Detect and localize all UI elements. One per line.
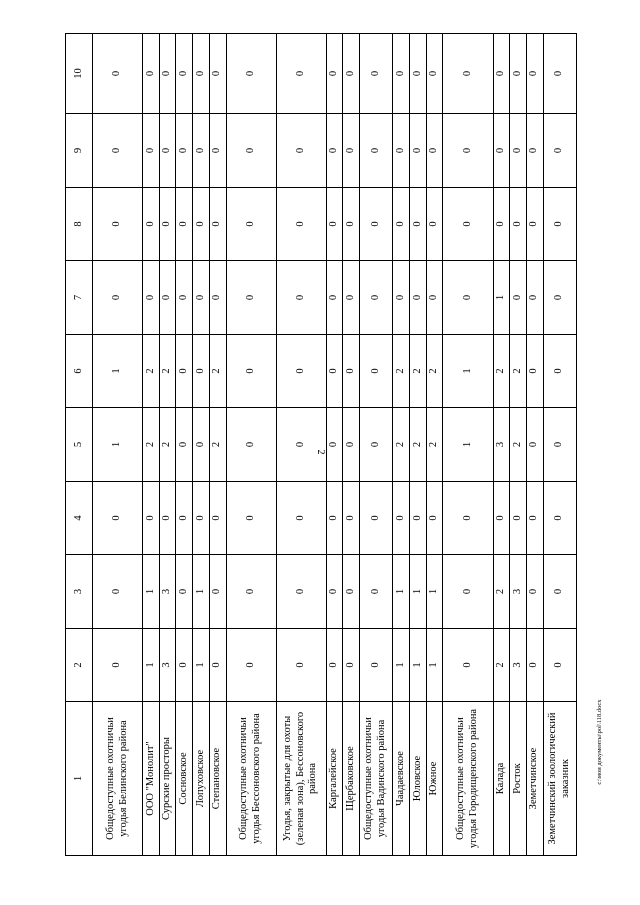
table-cell: 1	[93, 408, 143, 482]
table-cell: 0	[226, 261, 276, 335]
table-cell: 0	[226, 482, 276, 555]
table-row	[93, 34, 143, 856]
table-cell: 0	[276, 114, 326, 188]
table-cell: 0	[143, 261, 160, 335]
table-cell: 0	[543, 114, 576, 188]
table-cell: 0	[326, 335, 343, 408]
table-cell: 0	[143, 188, 160, 261]
table-cell: 0	[343, 34, 360, 114]
table-cell: 0	[276, 629, 326, 702]
table-cell: 0	[276, 555, 326, 629]
data-table-rotated	[65, 34, 575, 856]
table-cell: 0	[510, 261, 527, 335]
table-cell: 0	[443, 555, 493, 629]
table-cell: 0	[360, 555, 393, 629]
table-cell: 2	[143, 408, 160, 482]
table-cell: 0	[526, 335, 543, 408]
footer-file-path: c:\мои документы\pol\118.docx	[596, 699, 603, 785]
table-cell: 0	[193, 114, 210, 188]
table-cell: 1	[143, 629, 160, 702]
table-cell: 0	[526, 261, 543, 335]
row-name: Росток	[510, 702, 527, 856]
row-name: Угодья, закрытые для охоты (зеленая зона), Бессоновского района	[276, 702, 326, 856]
table-cell: 0	[360, 261, 393, 335]
table-cell: 0	[209, 34, 226, 114]
table-cell: 0	[176, 114, 193, 188]
table-cell: 0	[443, 629, 493, 702]
table-cell: 0	[426, 261, 443, 335]
table-row	[226, 34, 276, 856]
table-cell: 1	[193, 555, 210, 629]
table-cell: 0	[93, 34, 143, 114]
table-cell: 0	[543, 408, 576, 482]
table-cell: 1	[426, 555, 443, 629]
table-cell: 0	[493, 188, 510, 261]
table-cell: 2	[209, 335, 226, 408]
table-cell: 0	[526, 555, 543, 629]
table-cell: 0	[159, 34, 176, 114]
table-cell: 0	[343, 114, 360, 188]
table-cell: 0	[326, 408, 343, 482]
table-cell: 0	[393, 114, 410, 188]
table-cell: 0	[226, 629, 276, 702]
data-table	[65, 33, 577, 856]
table-cell: 0	[209, 555, 226, 629]
table-cell: 0	[526, 629, 543, 702]
table-cell: 0	[526, 114, 543, 188]
table-cell: 0	[326, 555, 343, 629]
table-cell: 0	[276, 335, 326, 408]
table-cell: 0	[343, 335, 360, 408]
page-number: 2	[315, 449, 326, 455]
table-cell: 0	[93, 482, 143, 555]
table-cell: 0	[159, 261, 176, 335]
table-cell: 0	[276, 482, 326, 555]
table-cell: 1	[493, 261, 510, 335]
table-cell: 1	[393, 555, 410, 629]
table-cell: 0	[410, 261, 427, 335]
table-cell: 0	[226, 188, 276, 261]
column-header-5: 5	[66, 408, 93, 482]
table-cell: 0	[360, 34, 393, 114]
table-cell: 0	[526, 188, 543, 261]
table-cell: 0	[276, 408, 326, 482]
table-cell: 0	[193, 261, 210, 335]
table-cell: 0	[176, 629, 193, 702]
table-cell: 2	[410, 335, 427, 408]
table-cell: 0	[176, 261, 193, 335]
table-cell: 0	[176, 34, 193, 114]
column-header-6: 6	[66, 335, 93, 408]
row-name: Земетчинский зоологический заказник	[543, 702, 576, 856]
table-cell: 0	[93, 629, 143, 702]
table-cell: 0	[93, 261, 143, 335]
table-cell: 0	[426, 34, 443, 114]
table-cell: 0	[443, 261, 493, 335]
table-cell: 1	[410, 629, 427, 702]
table-cell: 0	[343, 629, 360, 702]
table-cell: 0	[143, 114, 160, 188]
table-row	[543, 34, 576, 856]
table-cell: 0	[426, 482, 443, 555]
table-cell: 0	[193, 482, 210, 555]
table-cell: 0	[510, 114, 527, 188]
table-cell: 0	[543, 261, 576, 335]
table-cell: 2	[393, 408, 410, 482]
table-cell: 0	[393, 261, 410, 335]
table-cell: 3	[493, 408, 510, 482]
table-cell: 0	[543, 34, 576, 114]
table-cell: 1	[410, 555, 427, 629]
row-name: Сурские просторы	[159, 702, 176, 856]
row-name: Юловское	[410, 702, 427, 856]
table-cell: 0	[226, 555, 276, 629]
table-cell: 2	[426, 335, 443, 408]
table-cell: 1	[93, 335, 143, 408]
column-header-2: 2	[66, 629, 93, 702]
table-cell: 2	[510, 408, 527, 482]
table-cell: 1	[143, 555, 160, 629]
table-row	[193, 34, 210, 856]
table-cell: 1	[443, 408, 493, 482]
table-row	[143, 34, 160, 856]
table-cell: 0	[226, 34, 276, 114]
row-name: Общедоступные охотничьи угодья Бессоновского района	[226, 702, 276, 856]
table-cell: 0	[510, 482, 527, 555]
table-row	[526, 34, 543, 856]
table-cell: 0	[209, 261, 226, 335]
table-cell: 0	[226, 408, 276, 482]
table-cell: 2	[493, 629, 510, 702]
table-cell: 0	[193, 408, 210, 482]
table-cell: 0	[443, 34, 493, 114]
table-cell: 0	[543, 555, 576, 629]
table-cell: 0	[93, 188, 143, 261]
row-name: Земетчинское	[526, 702, 543, 856]
table-cell: 0	[193, 34, 210, 114]
table-cell: 0	[193, 188, 210, 261]
table-cell: 0	[493, 482, 510, 555]
table-cell: 0	[410, 34, 427, 114]
table-cell: 2	[493, 555, 510, 629]
table-cell: 0	[176, 408, 193, 482]
table-cell: 2	[159, 408, 176, 482]
table-cell: 0	[543, 482, 576, 555]
table-row	[276, 34, 326, 856]
table-cell: 2	[493, 335, 510, 408]
table-row	[410, 34, 427, 856]
table-cell: 0	[143, 482, 160, 555]
table-cell: 0	[393, 188, 410, 261]
table-cell: 0	[493, 114, 510, 188]
row-name: Общедоступные охотничьи угодья Белинского района	[93, 702, 143, 856]
column-header-4: 4	[66, 482, 93, 555]
table-cell: 0	[343, 482, 360, 555]
table-cell: 0	[276, 188, 326, 261]
table-cell: 3	[159, 555, 176, 629]
table-cell: 0	[176, 555, 193, 629]
table-cell: 0	[360, 188, 393, 261]
table-cell: 0	[543, 188, 576, 261]
table-row	[159, 34, 176, 856]
table-cell: 0	[326, 34, 343, 114]
table-cell: 0	[326, 114, 343, 188]
table-cell: 0	[360, 629, 393, 702]
table-cell: 2	[393, 335, 410, 408]
table-row	[209, 34, 226, 856]
table-cell: 0	[326, 629, 343, 702]
row-name: ООО "Монолит"	[143, 702, 160, 856]
table-cell: 0	[143, 34, 160, 114]
table-cell: 0	[410, 114, 427, 188]
table-cell: 0	[326, 482, 343, 555]
table-cell: 2	[143, 335, 160, 408]
table-cell: 0	[360, 482, 393, 555]
table-header-row	[66, 34, 93, 856]
table-cell: 0	[343, 261, 360, 335]
table-cell: 0	[226, 335, 276, 408]
table-cell: 0	[226, 114, 276, 188]
table-cell: 0	[326, 188, 343, 261]
table-cell: 0	[209, 114, 226, 188]
row-name: Южное	[426, 702, 443, 856]
column-header-1: 1	[66, 702, 93, 856]
table-cell: 0	[159, 114, 176, 188]
table-row	[393, 34, 410, 856]
table-cell: 1	[426, 629, 443, 702]
table-cell: 0	[209, 188, 226, 261]
table-cell: 0	[93, 555, 143, 629]
table-cell: 2	[426, 408, 443, 482]
table-cell: 0	[526, 34, 543, 114]
table-cell: 0	[443, 188, 493, 261]
table-cell: 0	[393, 34, 410, 114]
table-row	[326, 34, 343, 856]
row-name: Чаадаевское	[393, 702, 410, 856]
table-cell: 3	[510, 555, 527, 629]
table-cell: 0	[526, 408, 543, 482]
table-cell: 0	[176, 188, 193, 261]
row-name: Общедоступные охотничьи угодья Городищенского района	[443, 702, 493, 856]
table-cell: 2	[510, 335, 527, 408]
table-cell: 0	[360, 335, 393, 408]
row-name: Щербаковское	[343, 702, 360, 856]
table-cell: 3	[510, 629, 527, 702]
table-cell: 0	[326, 261, 343, 335]
table-cell: 0	[159, 482, 176, 555]
table-cell: 0	[426, 188, 443, 261]
table-cell: 0	[410, 482, 427, 555]
table-cell: 0	[543, 629, 576, 702]
table-cell: 2	[159, 335, 176, 408]
row-name: Степановское	[209, 702, 226, 856]
table-cell: 0	[443, 482, 493, 555]
table-cell: 1	[193, 629, 210, 702]
table-cell: 1	[393, 629, 410, 702]
table-cell: 1	[443, 335, 493, 408]
table-cell: 0	[276, 34, 326, 114]
table-cell: 0	[426, 114, 443, 188]
table-cell: 0	[443, 114, 493, 188]
table-cell: 0	[276, 261, 326, 335]
row-name: Сосновское	[176, 702, 193, 856]
table-cell: 0	[343, 408, 360, 482]
table-cell: 2	[209, 408, 226, 482]
column-header-10: 10	[66, 34, 93, 114]
row-name: Каргалейское	[326, 702, 343, 856]
table-cell: 0	[93, 114, 143, 188]
table-row	[343, 34, 360, 856]
table-cell: 2	[410, 408, 427, 482]
table-row	[443, 34, 493, 856]
column-header-7: 7	[66, 261, 93, 335]
table-row	[426, 34, 443, 856]
table-cell: 0	[360, 114, 393, 188]
table-cell: 0	[209, 482, 226, 555]
column-header-3: 3	[66, 555, 93, 629]
table-cell: 0	[543, 335, 576, 408]
row-name: Лопуховское	[193, 702, 210, 856]
table-cell: 0	[176, 482, 193, 555]
table-cell: 0	[526, 482, 543, 555]
table-row	[360, 34, 393, 856]
table-cell: 0	[393, 482, 410, 555]
table-row	[493, 34, 510, 856]
table-cell: 0	[360, 408, 393, 482]
table-cell: 0	[493, 34, 510, 114]
table-cell: 0	[510, 188, 527, 261]
table-row	[510, 34, 527, 856]
table-cell: 0	[193, 335, 210, 408]
table-cell: 0	[510, 34, 527, 114]
table-row	[176, 34, 193, 856]
row-name: Общедоступные охотничьи угодья Вадинского района	[360, 702, 393, 856]
row-name: Калада	[493, 702, 510, 856]
table-cell: 0	[209, 629, 226, 702]
table-cell: 0	[176, 335, 193, 408]
table-cell: 0	[159, 188, 176, 261]
column-header-8: 8	[66, 188, 93, 261]
table-cell: 3	[159, 629, 176, 702]
table-cell: 0	[410, 188, 427, 261]
column-header-9: 9	[66, 114, 93, 188]
table-cell: 0	[343, 555, 360, 629]
table-cell: 0	[343, 188, 360, 261]
